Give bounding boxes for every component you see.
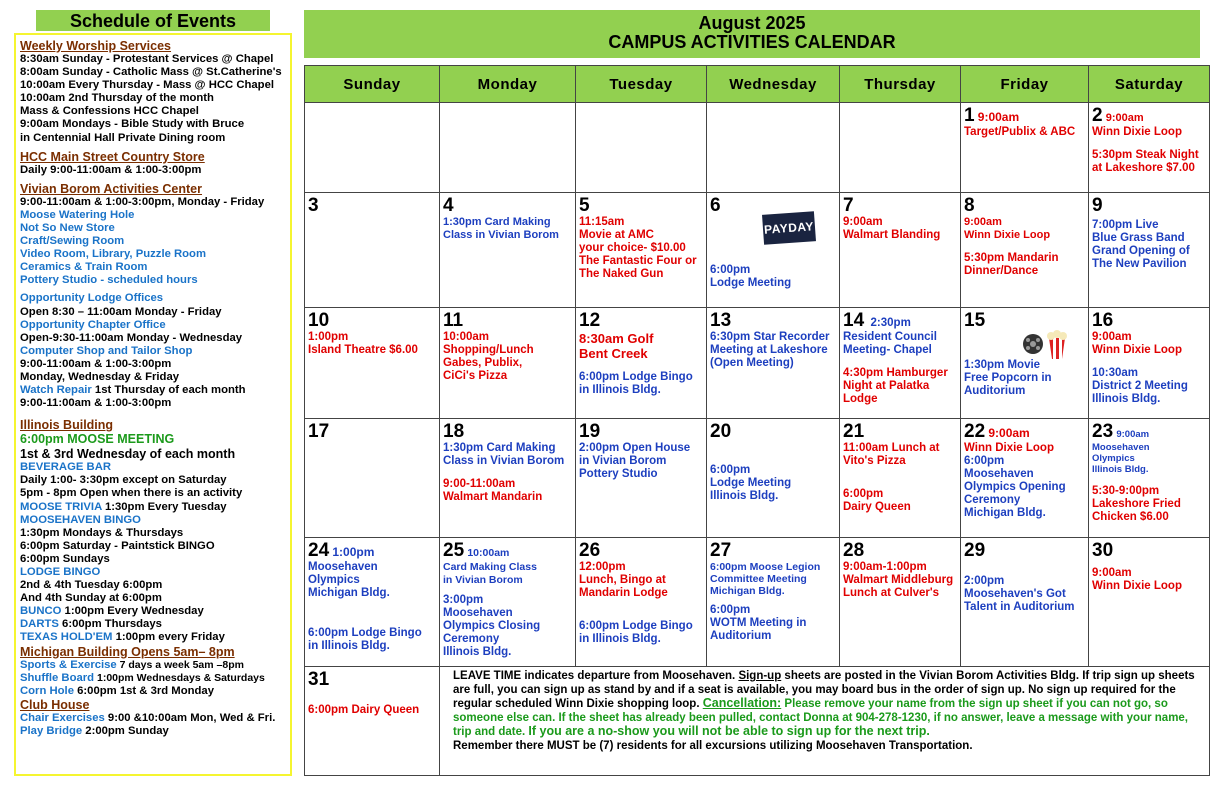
day-cell-9 bbox=[1089, 193, 1210, 308]
week-row bbox=[305, 193, 1210, 308]
event-text: Moosehaven bbox=[1092, 442, 1150, 453]
event-time: 10:00am bbox=[467, 547, 510, 559]
event-text: 5:30pm Steak Night bbox=[1092, 149, 1199, 161]
event-time: 9:00am bbox=[977, 110, 1020, 124]
lodge-bingo-line: And 4th Sunday at 6:00pm bbox=[20, 592, 162, 605]
day-cell-12 bbox=[576, 308, 707, 419]
activity-place: Pottery Studio - scheduled hours bbox=[20, 274, 198, 287]
day-cell-22 bbox=[961, 419, 1089, 538]
computer-shop-hours: 9:00-11:00am & 1:00-3:00pm bbox=[20, 357, 172, 370]
event-text: Target/Publix & ABC bbox=[964, 126, 1076, 138]
day-number: 29 bbox=[964, 540, 986, 561]
event-text: in Vivian Borom bbox=[443, 574, 523, 586]
event-time: 9:00am bbox=[1116, 429, 1150, 440]
event-text: 1:30pm Card Making bbox=[443, 442, 556, 454]
event-text: your choice- $10.00 bbox=[579, 242, 686, 254]
weekday-header: Friday bbox=[961, 66, 1089, 103]
event-text: Meeting- Chapel bbox=[843, 344, 932, 356]
day-number: 21 bbox=[843, 421, 865, 442]
event-text: Meeting at Lakeshore bbox=[710, 344, 828, 356]
calendar-header bbox=[304, 10, 1200, 58]
event-text: Winn Dixie Loop bbox=[964, 442, 1054, 454]
darts-when: 6:00pm Thursdays bbox=[58, 618, 162, 631]
store-hours: Daily 9:00-11:00am & 1:00-3:00pm bbox=[20, 163, 202, 176]
event-text: Moosehaven bbox=[308, 561, 378, 573]
event-text: 6:00pm bbox=[710, 264, 751, 276]
event-text: 5:30pm Mandarin bbox=[964, 252, 1059, 264]
event-time: 2:30pm bbox=[870, 317, 911, 329]
event-text: Dinner/Dance bbox=[964, 265, 1039, 277]
event-text: Walmart Blanding bbox=[843, 229, 941, 241]
event-text: Michigan Bldg. bbox=[710, 585, 785, 597]
day-cell-18 bbox=[440, 419, 576, 538]
bingo-line: 6:00pm Saturday - Paintstick BINGO bbox=[20, 539, 215, 552]
shuffle-board-label: Shuffle Board bbox=[20, 671, 95, 684]
event-text: 6:00pm Dairy Queen bbox=[308, 704, 420, 716]
event-text: Mandarin Lodge bbox=[579, 587, 668, 599]
calendar-month: August 2025 bbox=[698, 13, 806, 33]
activity-place: Video Room, Library, Puzzle Room bbox=[20, 248, 207, 261]
event-text: Olympics bbox=[1092, 453, 1135, 464]
day-number: 25 bbox=[443, 540, 465, 561]
event-text: Card Making Class bbox=[443, 561, 537, 573]
event-text: Dairy Queen bbox=[843, 501, 911, 513]
day-cell-10 bbox=[305, 308, 440, 419]
event-text: Free Popcorn in bbox=[964, 372, 1052, 384]
lodge-offices-label: Opportunity Lodge Offices bbox=[20, 292, 164, 305]
event-text: 6:30pm Star Recorder bbox=[710, 331, 830, 343]
event-text: Walmart Mandarin bbox=[443, 491, 543, 503]
event-text: Movie at AMC bbox=[579, 229, 654, 241]
event-text: CiCi's Pizza bbox=[443, 370, 508, 382]
event-text: Chicken $6.00 bbox=[1092, 511, 1169, 523]
event-text: 2:00pm bbox=[964, 575, 1005, 587]
event-text: 1:30pm Card Making bbox=[443, 216, 551, 228]
day-number: 5 bbox=[579, 195, 590, 216]
day-cell-24 bbox=[305, 538, 440, 667]
activity-place: Ceramics & Train Room bbox=[20, 261, 148, 274]
day-number: 15 bbox=[964, 310, 986, 331]
event-text: Michigan Bldg. bbox=[308, 587, 390, 599]
beverage-bar-label: BEVERAGE BAR bbox=[20, 461, 112, 474]
event-text: Ceremony bbox=[964, 494, 1021, 506]
event-text: 10:00am bbox=[443, 331, 490, 343]
transportation-notice bbox=[440, 667, 1210, 776]
texas-holdem-label: TEXAS HOLD'EM bbox=[20, 631, 113, 644]
event-text: 6:00pm Lodge Bingo bbox=[308, 627, 422, 639]
event-text: 12:00pm bbox=[579, 561, 626, 573]
day-number: 20 bbox=[710, 421, 732, 442]
event-text: Olympics bbox=[308, 574, 360, 586]
bunco-when: 1:00pm Every Wednesday bbox=[61, 605, 204, 618]
event-text: 8:30am Golf bbox=[579, 331, 654, 346]
day-number: 9 bbox=[1092, 195, 1103, 216]
weekday-header-row bbox=[305, 66, 1210, 103]
day-cell-3 bbox=[305, 193, 440, 308]
day-number: 6 bbox=[710, 195, 721, 216]
event-text: Lodge bbox=[843, 393, 878, 405]
day-number: 16 bbox=[1092, 310, 1114, 331]
day-number: 11 bbox=[443, 310, 464, 331]
event-text: at Lakeshore $7.00 bbox=[1092, 162, 1195, 174]
event-text: 4:30pm Hamburger bbox=[843, 367, 948, 379]
day-cell-27 bbox=[707, 538, 840, 667]
week-row bbox=[305, 667, 1210, 776]
activity-place: Not So New Store bbox=[20, 221, 115, 234]
day-cell-6 bbox=[707, 193, 840, 308]
moosehaven-bingo-label: MOOSEHAVEN BINGO bbox=[20, 513, 141, 526]
event-text: 9:00-11:00am bbox=[443, 478, 516, 490]
event-text: 1:30pm Movie bbox=[964, 359, 1041, 371]
club-house-heading: Club House bbox=[20, 697, 90, 712]
day-cell-5 bbox=[576, 193, 707, 308]
event-text: Ceremony bbox=[443, 633, 500, 645]
play-bridge-label: Play Bridge bbox=[20, 724, 83, 737]
day-cell-29 bbox=[961, 538, 1089, 667]
texas-holdem-when: 1:00pm every Friday bbox=[112, 631, 225, 644]
day-cell-20 bbox=[707, 419, 840, 538]
bingo-line: 1:30pm Mondays & Thursdays bbox=[20, 526, 184, 539]
cancellation-label: Cancellation: bbox=[702, 696, 782, 710]
event-text: Blue Grass Band bbox=[1092, 232, 1185, 244]
event-text: Michigan Bldg. bbox=[964, 507, 1046, 519]
weekday-header: Sunday bbox=[305, 66, 440, 103]
event-text: Vito's Pizza bbox=[843, 455, 906, 467]
weekday-header: Thursday bbox=[840, 66, 961, 103]
week-row bbox=[305, 538, 1210, 667]
event-text: 6:00pm bbox=[964, 455, 1005, 467]
event-text: Class in Vivian Borom bbox=[443, 455, 565, 467]
day-cell-empty bbox=[576, 103, 707, 193]
event-text: Shopping/Lunch bbox=[443, 344, 534, 356]
event-text: Class in Vivian Borom bbox=[443, 229, 559, 241]
day-number: 30 bbox=[1092, 540, 1114, 561]
day-cell-4 bbox=[440, 193, 576, 308]
day-cell-15 bbox=[961, 308, 1089, 419]
event-text: Gabes, Publix, bbox=[443, 357, 523, 369]
day-cell-25 bbox=[440, 538, 576, 667]
event-text: Winn Dixie Loop bbox=[964, 229, 1051, 241]
weekday-header: Wednesday bbox=[707, 66, 840, 103]
weekday-header: Saturday bbox=[1089, 66, 1210, 103]
computer-shop-label: Computer Shop and Tailor Shop bbox=[20, 344, 193, 357]
day-cell-13 bbox=[707, 308, 840, 419]
day-cell-23 bbox=[1089, 419, 1210, 538]
event-text: Illinois Bldg. bbox=[1092, 393, 1161, 405]
payday-sign: PAYDAY bbox=[762, 211, 816, 245]
activity-place: Craft/Sewing Room bbox=[20, 235, 125, 248]
event-text: Auditorium bbox=[710, 630, 772, 642]
day-number: 19 bbox=[579, 421, 601, 442]
event-text: Pottery Studio bbox=[579, 468, 658, 480]
weekday-header: Tuesday bbox=[576, 66, 707, 103]
event-text: District 2 Meeting bbox=[1092, 380, 1188, 392]
event-time: 9:00am bbox=[988, 426, 1030, 440]
event-text: 9:00am bbox=[964, 216, 1002, 228]
event-text: Bent Creek bbox=[579, 346, 648, 361]
day-number: 18 bbox=[443, 421, 465, 442]
event-text: 9:00am bbox=[1092, 331, 1132, 343]
no-show-warning: If you are a no-show you will not be able to sign up for the next trip. bbox=[528, 724, 930, 738]
worship-line: in Centennial Hall Private Dining room bbox=[20, 131, 226, 144]
event-text: Night at Palatka bbox=[843, 380, 930, 392]
event-text: The New Pavilion bbox=[1092, 258, 1187, 270]
day-number: 13 bbox=[710, 310, 732, 331]
activities-hours: 9:00-11:00am & 1:00-3:00pm, Monday - Friday bbox=[20, 195, 265, 208]
event-text: Olympics Opening bbox=[964, 481, 1066, 493]
day-cell-empty bbox=[840, 103, 961, 193]
day-number: 31 bbox=[308, 669, 330, 690]
activities-heading: Vivian Borom Activities Center bbox=[20, 181, 203, 196]
computer-shop-days: Monday, Wednesday & Friday bbox=[20, 370, 180, 383]
event-text: Walmart Middleburg bbox=[843, 574, 954, 586]
day-cell-11 bbox=[440, 308, 576, 419]
day-number: 7 bbox=[843, 195, 854, 216]
event-text: 11:15am bbox=[579, 216, 625, 228]
week-row bbox=[305, 103, 1210, 193]
day-number: 4 bbox=[443, 195, 454, 216]
day-cell-empty bbox=[707, 103, 840, 193]
notice-remember: Remember there MUST be (7) residents for all excursions utilizing Moosehaven Transportation. bbox=[453, 739, 973, 752]
worship-heading: Weekly Worship Services bbox=[20, 39, 172, 53]
worship-line: 8:00am Sunday - Catholic Mass @ St.Catherine's bbox=[20, 66, 282, 79]
event-text: Auditorium bbox=[964, 385, 1026, 397]
day-cell-14 bbox=[840, 308, 961, 419]
event-text: Lunch, Bingo at bbox=[579, 574, 666, 586]
event-text: 11:00am Lunch at bbox=[843, 442, 940, 454]
lodge-bingo-line: 2nd & 4th Tuesday 6:00pm bbox=[20, 579, 163, 592]
worship-line: 9:00am Mondays - Bible Study with Bruce bbox=[20, 118, 245, 131]
day-number: 17 bbox=[308, 421, 330, 442]
illinois-heading: Illinois Building bbox=[20, 418, 114, 433]
event-text: Olympics Closing bbox=[443, 620, 541, 632]
corn-hole-label: Corn Hole bbox=[20, 684, 74, 697]
chair-exercises-label: Chair Exercises bbox=[20, 711, 105, 724]
moose-meeting: 6:00pm MOOSE MEETING bbox=[20, 432, 175, 447]
event-text: 2:00pm Open House bbox=[579, 442, 691, 454]
michigan-heading: Michigan Building Opens 5am– 8pm bbox=[20, 644, 235, 659]
event-text: 6:00pm Lodge Bingo bbox=[579, 620, 693, 632]
movie-popcorn-icon bbox=[1019, 326, 1071, 360]
event-text: Lodge Meeting bbox=[710, 277, 792, 289]
event-text: Illinois Bldg. bbox=[1092, 464, 1149, 475]
day-cell-8 bbox=[961, 193, 1089, 308]
bingo-line: 6:00pm Sundays bbox=[20, 552, 110, 565]
event-text: 1:00pm bbox=[308, 331, 349, 343]
event-text: WOTM Meeting in bbox=[710, 617, 807, 629]
event-text: The Fantastic Four or bbox=[579, 255, 697, 267]
event-text: Island Theatre $6.00 bbox=[308, 344, 418, 356]
chapter-office-label: Opportunity Chapter Office bbox=[20, 318, 166, 331]
activity-place: Moose Watering Hole bbox=[20, 208, 135, 221]
day-number: 14 bbox=[843, 310, 865, 331]
worship-line: 8:30am Sunday - Protestant Services @ Chapel bbox=[20, 53, 274, 65]
day-cell-16 bbox=[1089, 308, 1210, 419]
day-cell-21 bbox=[840, 419, 961, 538]
event-text: Illinois Bldg. bbox=[443, 646, 512, 658]
event-text: 6:00pm Lodge Bingo bbox=[579, 371, 693, 383]
lodge-bingo-label: LODGE BINGO bbox=[20, 566, 101, 578]
watch-repair-hours: 9:00-11:00am & 1:00-3:00pm bbox=[20, 397, 172, 410]
day-number: 8 bbox=[964, 195, 975, 216]
moose-trivia-label: MOOSE TRIVIA bbox=[20, 500, 102, 513]
event-text: 3:00pm bbox=[443, 594, 484, 606]
corn-hole-when: 6:00pm 1st & 3rd Monday bbox=[73, 684, 214, 697]
cancellation-text: Please remove your name from the sign up sheet if you can not go, so someone else can. If the sheet has already been pulled, contact Donna at 904-278-1230, if no answer, leave a message with your name, trip and date. bbox=[453, 698, 1189, 738]
event-text: Winn Dixie Loop bbox=[1092, 344, 1182, 356]
day-number: 2 bbox=[1092, 105, 1103, 126]
week-row bbox=[305, 419, 1210, 538]
watch-repair-label: Watch Repair bbox=[20, 384, 92, 397]
day-cell-empty bbox=[305, 103, 440, 193]
worship-line: Mass & Confessions HCC Chapel bbox=[20, 105, 199, 118]
event-time: 1:00pm bbox=[332, 545, 375, 559]
day-cell-30 bbox=[1089, 538, 1210, 667]
day-number: 12 bbox=[579, 310, 601, 331]
day-cell-2 bbox=[1089, 103, 1210, 193]
day-number: 1 bbox=[964, 105, 975, 126]
notice-signup: Sign-up bbox=[738, 670, 782, 682]
play-bridge-when: 2:00pm Sunday bbox=[82, 724, 169, 737]
event-text: Grand Opening of bbox=[1092, 245, 1190, 257]
weekday-header: Monday bbox=[440, 66, 576, 103]
day-cell-7 bbox=[840, 193, 961, 308]
calendar-grid bbox=[304, 65, 1210, 776]
event-text: Illinois Bldg. bbox=[710, 490, 779, 502]
event-text: Moosehaven's Got bbox=[964, 588, 1066, 600]
day-number: 27 bbox=[710, 540, 732, 561]
event-text: 6:00pm bbox=[843, 488, 884, 500]
event-text: Winn Dixie Loop bbox=[1092, 580, 1182, 592]
day-cell-1 bbox=[961, 103, 1089, 193]
sports-when: 7 days a week 5am –8pm bbox=[116, 658, 244, 671]
beverage-bar-line: 5pm - 8pm Open when there is an activity bbox=[20, 487, 243, 500]
watch-repair-days: 1st Thursday of each month bbox=[91, 384, 246, 397]
event-text: Lodge Meeting bbox=[710, 477, 792, 489]
moose-meeting-when: 1st & 3rd Wednesday of each month bbox=[20, 446, 236, 461]
event-text: Talent in Auditorium bbox=[964, 601, 1075, 613]
event-text: in Illinois Bldg. bbox=[579, 384, 661, 396]
day-number: 23 bbox=[1092, 421, 1114, 442]
event-time: 9:00am bbox=[1105, 112, 1144, 124]
day-cell-28 bbox=[840, 538, 961, 667]
event-text: (Open Meeting) bbox=[710, 357, 794, 369]
beverage-bar-line: Daily 1:00- 3:30pm except on Saturday bbox=[20, 474, 227, 487]
schedule-of-events-panel bbox=[14, 33, 292, 776]
day-cell-31 bbox=[305, 667, 440, 776]
week-row bbox=[305, 308, 1210, 419]
event-text: 9:00am bbox=[843, 216, 883, 228]
event-text: in Vivian Borom bbox=[579, 455, 667, 467]
event-text: 9:00am-1:00pm bbox=[843, 561, 927, 573]
day-cell-empty bbox=[440, 103, 576, 193]
schedule-title: Schedule of Events bbox=[36, 10, 270, 31]
calendar-title: CAMPUS ACTIVITIES CALENDAR bbox=[608, 32, 896, 52]
event-text: in Illinois Bldg. bbox=[579, 633, 661, 645]
lodge-offices-hours: Open 8:30 – 11:00am Monday - Friday bbox=[20, 305, 222, 318]
sports-label: Sports & Exercise bbox=[20, 658, 117, 671]
day-number: 10 bbox=[308, 310, 330, 331]
event-text: 6:00pm bbox=[710, 604, 751, 616]
worship-line: 10:00am 2nd Thursday of the month bbox=[20, 92, 214, 105]
event-text: Winn Dixie Loop bbox=[1092, 126, 1182, 138]
day-number: 22 bbox=[964, 421, 986, 442]
event-text: 6:00pm Moose Legion bbox=[710, 561, 821, 573]
darts-label: DARTS bbox=[20, 618, 59, 631]
day-number: 3 bbox=[308, 195, 319, 216]
event-text: in Illinois Bldg. bbox=[308, 640, 390, 652]
store-heading: HCC Main Street Country Store bbox=[20, 149, 205, 164]
day-number: 28 bbox=[843, 540, 865, 561]
bunco-label: BUNCO bbox=[20, 605, 62, 618]
event-text: Moosehaven bbox=[964, 468, 1034, 480]
day-cell-26 bbox=[576, 538, 707, 667]
event-text: The Naked Gun bbox=[579, 268, 664, 280]
shuffle-board-when: 1:00pm Wednesdays & Saturdays bbox=[94, 671, 265, 684]
chapter-office-hours: Open-9:30-11:00am Monday - Wednesday bbox=[20, 331, 243, 344]
event-text: Resident Council bbox=[843, 331, 937, 343]
notice-text: LEAVE TIME indicates departure from Moosehaven. bbox=[453, 670, 739, 682]
day-cell-19 bbox=[576, 419, 707, 538]
moose-trivia-when: 1:30pm Every Tuesday bbox=[101, 500, 227, 513]
notice-text: sheets are posted in the Vivian Borom Activities Bldg. If trip sign up sheets are full, you can sign up as stand by and if a seat is available, you may board bus in the order of sign up. No sign up required for the regular scheduled Winn Dixie shopping loop. bbox=[453, 670, 1195, 710]
event-text: Moosehaven bbox=[443, 607, 513, 619]
event-text: 9:00am bbox=[1092, 567, 1132, 579]
event-text: Committee Meeting bbox=[710, 573, 807, 585]
event-text: Lunch at Culver's bbox=[843, 587, 940, 599]
event-text: 6:00pm bbox=[710, 464, 751, 476]
day-cell-17 bbox=[305, 419, 440, 538]
event-text: 5:30-9:00pm bbox=[1092, 485, 1160, 497]
chair-exercises-when: 9:00 &10:00am Mon, Wed & Fri. bbox=[104, 711, 276, 724]
event-text: Lakeshore Fried bbox=[1092, 498, 1181, 510]
worship-line: 10:00am Every Thursday - Mass @ HCC Chapel bbox=[20, 79, 274, 92]
event-text: 7:00pm Live bbox=[1092, 219, 1159, 231]
day-number: 26 bbox=[579, 540, 601, 561]
day-number: 24 bbox=[308, 540, 330, 561]
event-text: 10:30am bbox=[1092, 367, 1139, 379]
